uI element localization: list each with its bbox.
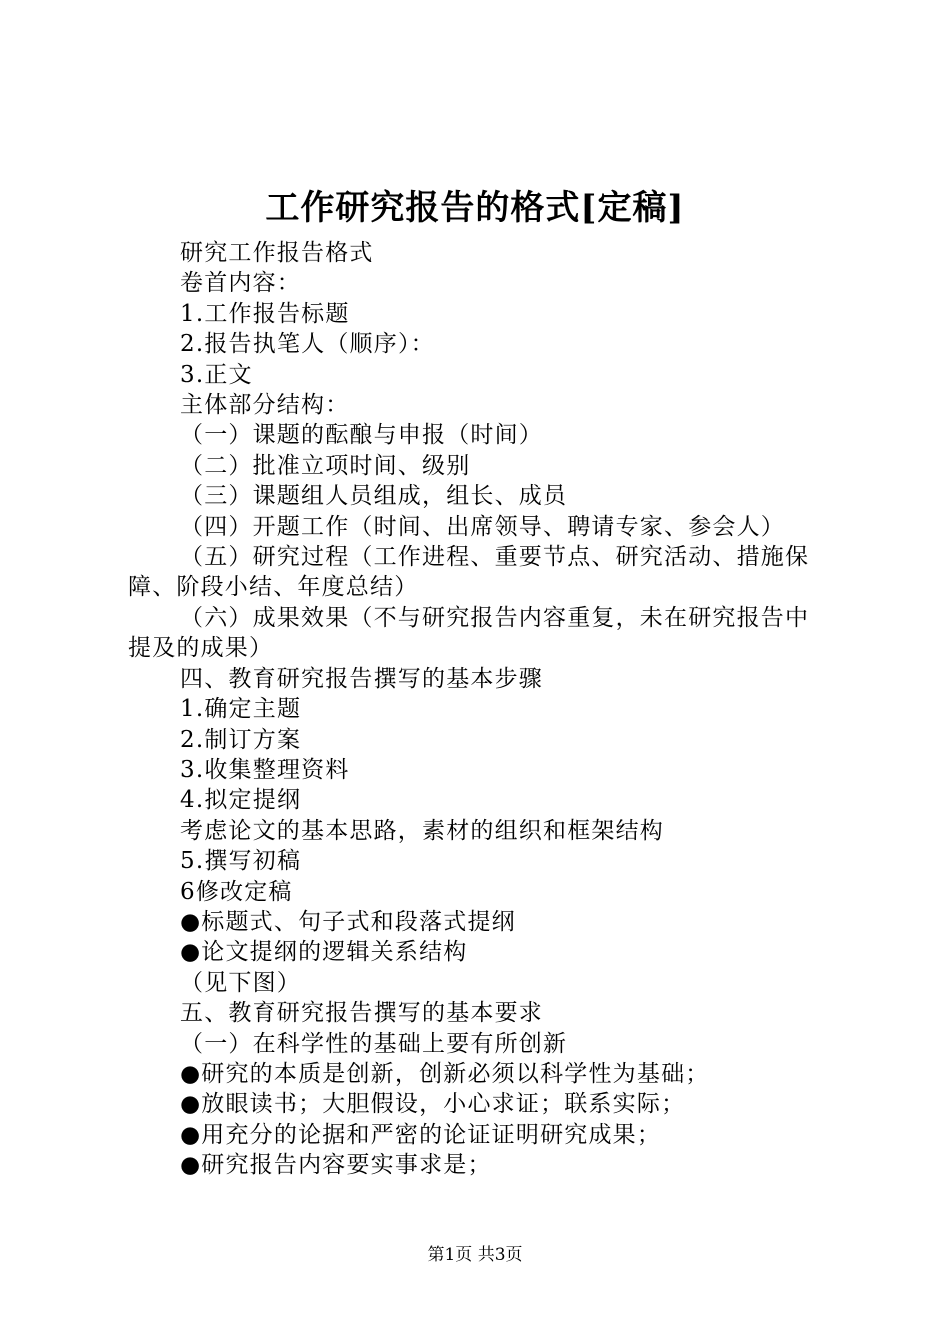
paragraph: 卷首内容：: [180, 270, 301, 297]
document-title: 工作研究报告的格式[定稿]: [265, 188, 685, 228]
paragraph: 考虑论文的基本思路，素材的组织和框架结构: [180, 817, 664, 844]
paragraph: （二）批准立项时间、级别: [180, 452, 471, 479]
paragraph: （见下图）: [180, 969, 301, 996]
paragraph: （一）课题的酝酿与申报（时间）: [180, 422, 543, 449]
paragraph: ●用充分的论据和严密的论证证明研究成果；: [180, 1121, 662, 1148]
paragraph: ●研究的本质是创新，创新必须以科学性为基础；: [180, 1060, 710, 1087]
paragraph: （四）开题工作（时间、出席领导、聘请专家、参会人）: [180, 513, 785, 540]
paragraph: 5.撰写初稿: [180, 848, 302, 875]
paragraph: （六）成果效果（不与研究报告内容重复，未在研究报告中提及的成果）: [128, 604, 810, 662]
paragraph: 四、教育研究报告撰写的基本步骤: [180, 665, 543, 692]
paragraph: 研究工作报告格式: [180, 240, 374, 266]
paragraph: ●论文提纲的逻辑关系结构: [180, 939, 468, 966]
paragraph: 3.正文: [180, 361, 253, 388]
paragraph: 1.工作报告标题: [180, 300, 350, 327]
paragraph: （一）在科学性的基础上要有所创新: [180, 1030, 568, 1057]
paragraph: 2.报告执笔人（顺序）：: [180, 331, 435, 358]
paragraph: ●研究报告内容要实事求是；: [180, 1152, 492, 1179]
paragraph: 2.制订方案: [180, 726, 302, 753]
paragraph: 五、教育研究报告撰写的基本要求: [180, 1000, 543, 1027]
paragraph: 3.收集整理资料: [180, 756, 350, 783]
paragraph: （五）研究过程（工作进程、重要节点、研究活动、措施保障、阶段小结、年度总结）: [128, 544, 810, 601]
paragraph: （三）课题组人员组成，组长、成员: [180, 483, 568, 510]
paragraph: 主体部分结构：: [180, 392, 350, 419]
paragraph: 6修改定稿: [180, 878, 293, 905]
document-body: [128, 238, 833, 1181]
paragraph: ●放眼读书；大胆假设，小心求证；联系实际；: [180, 1091, 686, 1118]
paragraph: 4.拟定提纲: [180, 787, 302, 814]
page-number: 第1页 共3页: [427, 1245, 523, 1265]
paragraph: 1.确定主题: [180, 696, 302, 723]
paragraph: ●标题式、句子式和段落式提纲: [180, 908, 516, 935]
